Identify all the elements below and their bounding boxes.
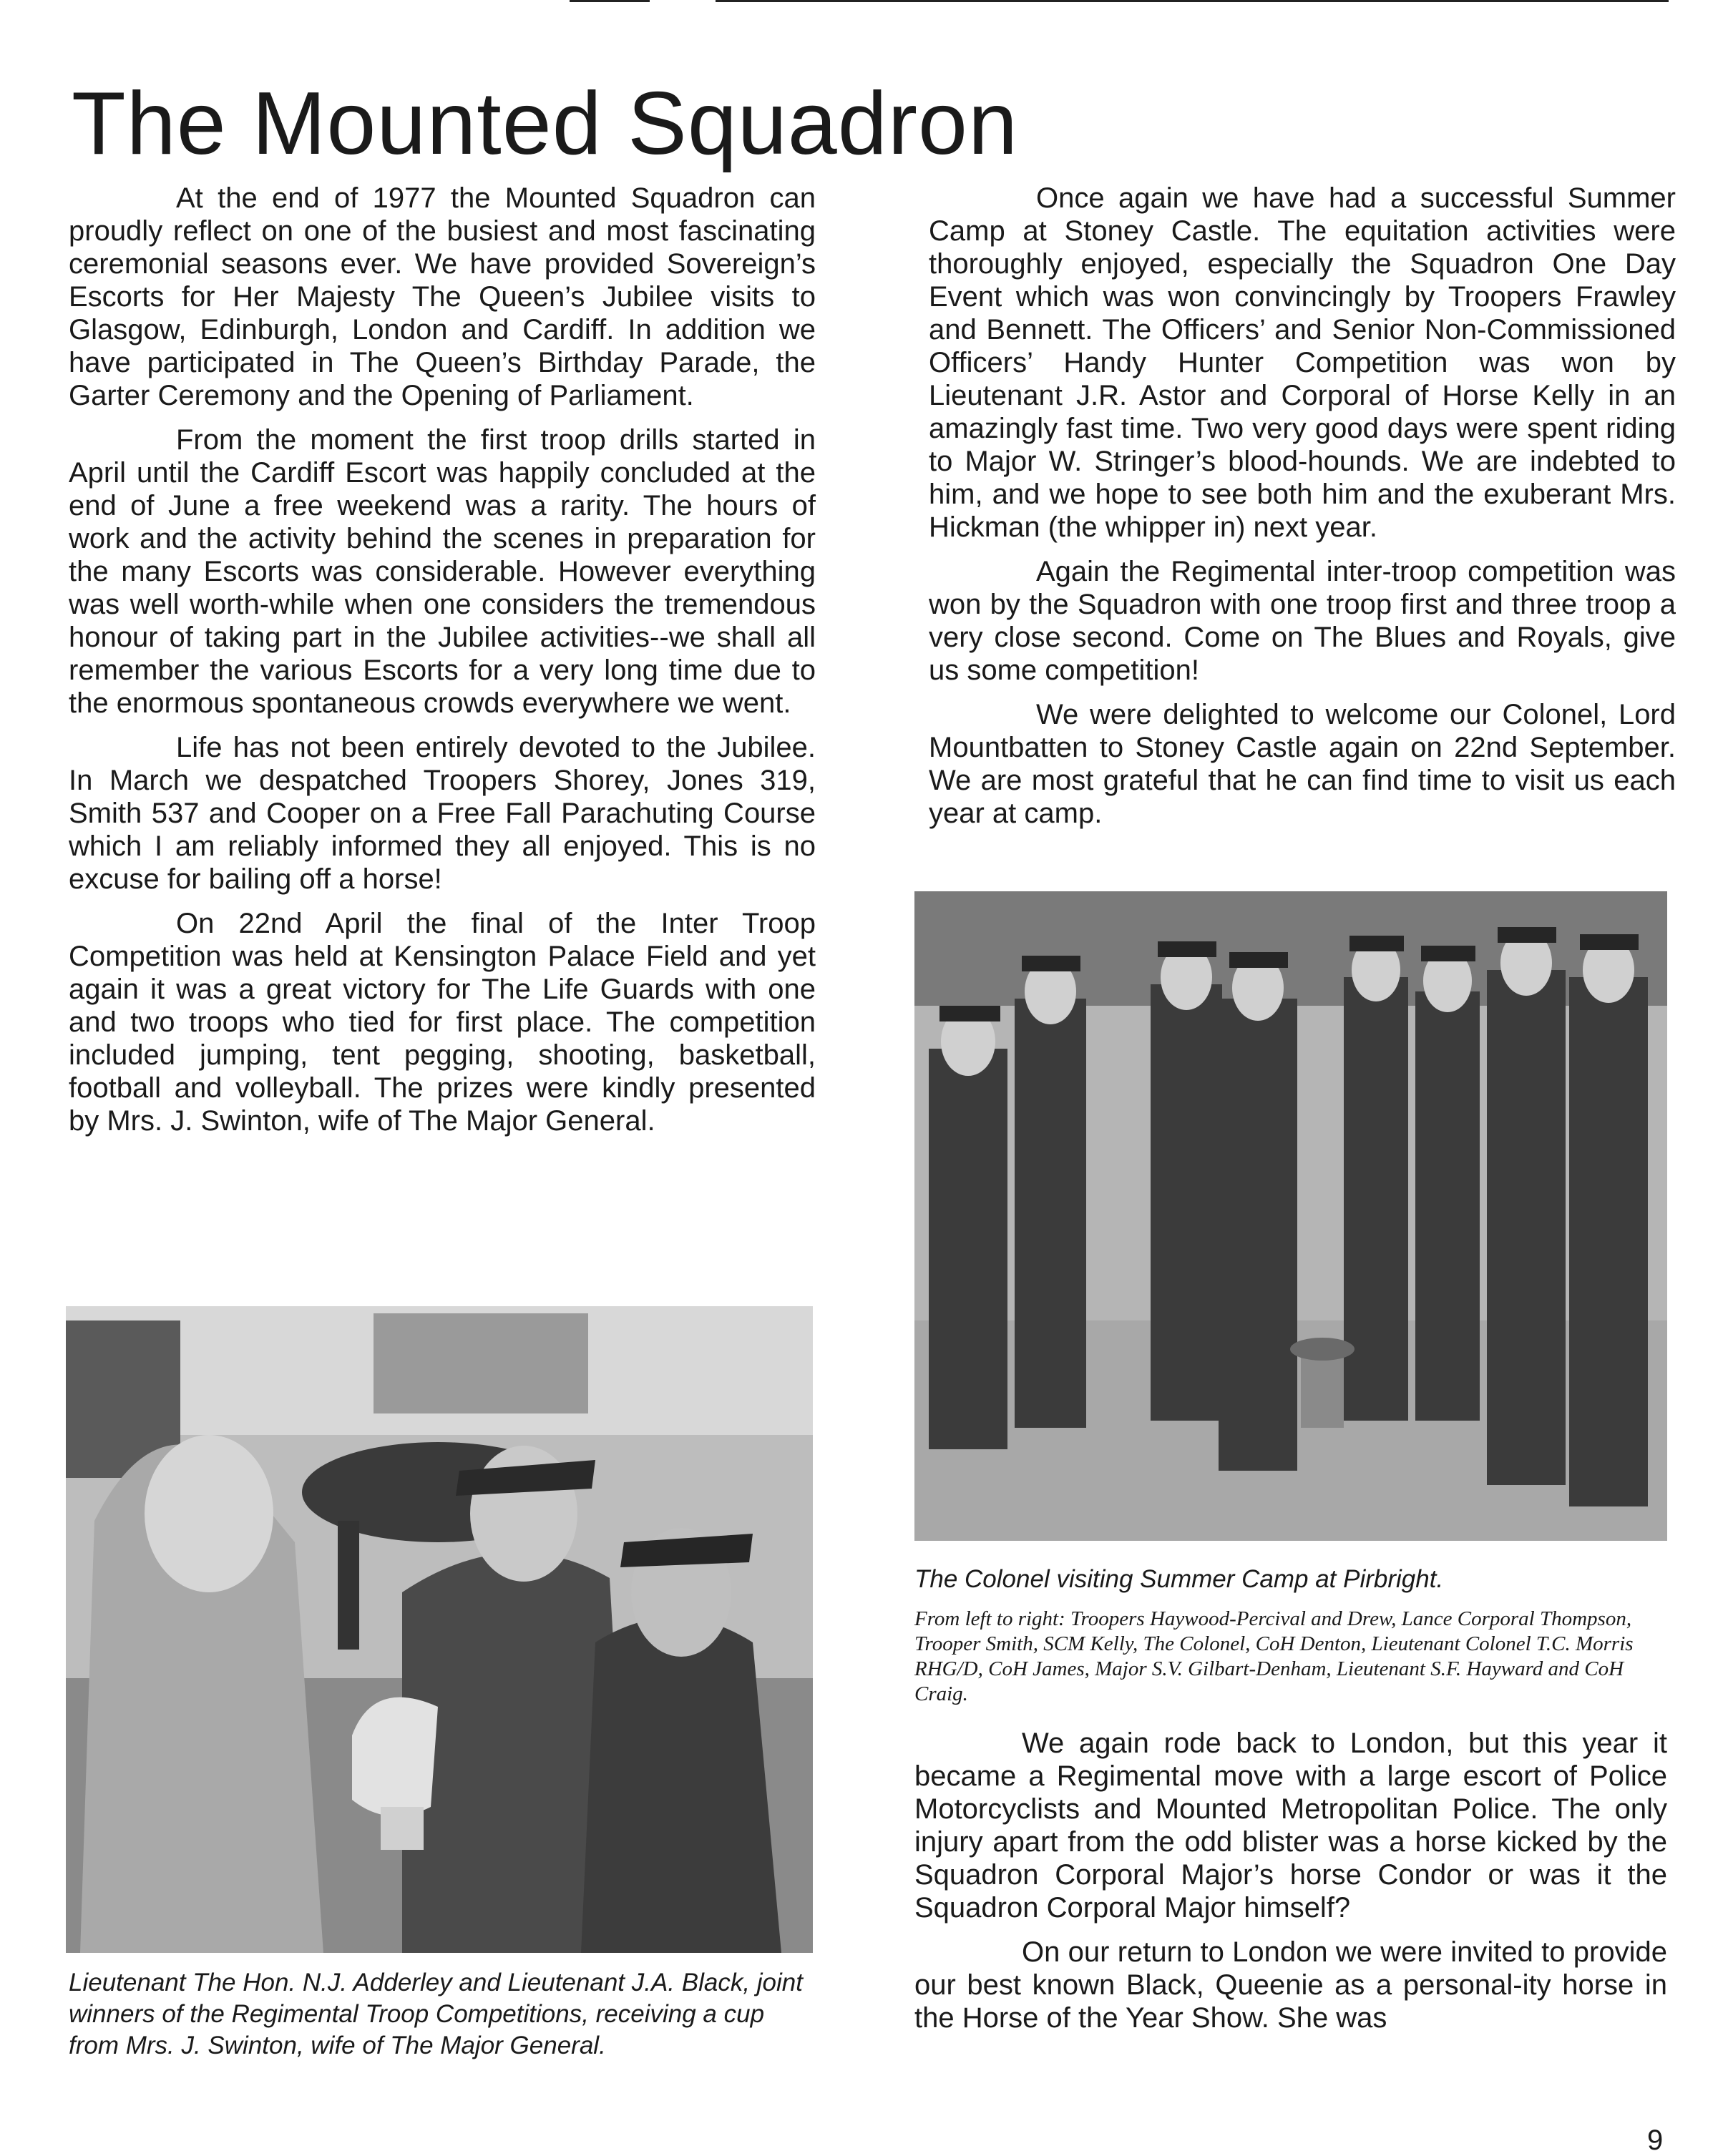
paragraph: Life has not been entirely devoted to the Jubilee. In March we despatched Troopers Shorey, Jones 319, Smith 537 and Cooper on a Free Fall Parachuting Course which I am reliably informed they all enjoyed. This is no excuse for bailing off a horse! [69,732,816,895]
photo-cup-presentation [66,1306,813,1953]
page-number: 9 [1647,2125,1664,2156]
article-column-right [929,182,1676,841]
page-title: The Mounted Squadron [72,74,1018,174]
photo-cup-presentation-illustration [66,1306,813,1953]
paragraph: Once again we have had a successful Summer Camp at Stoney Castle. The equitation activities were thoroughly enjoyed, especially the Squadron One Day Event which was won convincingly by Troopers Frawley and Bennett. The Officers’ and Senior Non-Commissioned Officers’ Handy Hunter Competition was won by Lieutenant J.R. Astor and Corporal of Horse Kelly in an amazingly fast time. Two very good days were spent riding to Major W. Stringer’s blood-hounds. We are indebted to him, and we hope to see both him and the exuberant Mrs. Hickman (the whipper in) next year. [929,182,1676,543]
article-column-bottom-right [914,1727,1667,2046]
paragraph: On 22nd April the final of the Inter Troop Competition was held at Kensington Palace Field and yet again it was a great victory for The Life Guards with one and two troops who tied for first place. The competition included jumping, tent pegging, shooting, basketball, football and volleyball. The prizes were kindly presented by Mrs. J. Swinton, wife of The Major General. [69,908,816,1137]
paragraph: On our return to London we were invited to provide our best known Black, Queenie as a personal-ity horse in the Horse of the Year Show. She was [914,1936,1667,2034]
photo-caption-right-names: From left to right: Troopers Haywood-Percival and Drew, Lance Corporal Thompson, Trooper Smith, SCM Kelly, The Colonel, CoH Denton, Lieutenant Colonel T.C. Morris RHG/D, CoH James, Major S.V. Gilbart-Denham, Lieutenant S.F. Hayward and CoH Craig. [914,1607,1634,1705]
photo-caption-right-title: The Colonel visiting Summer Camp at Pirbright. [914,1565,1444,1593]
paragraph: We were delighted to welcome our Colonel, Lord Mountbatten to Stoney Castle again on 22nd September. We are most grateful that he can find time to visit us each year at camp. [929,699,1676,829]
paragraph: At the end of 1977 the Mounted Squadron can proudly reflect on one of the busiest and most fascinating ceremonial seasons ever. We have provided Sovereign’s Escorts for Her Majesty The Queen’s Jubilee visits to Glasgow, Edinburgh, London and Cardiff. In addition we have participated in The Queen’s Birthday Parade, the Garter Ceremony and the Opening of Parliament. [69,182,816,411]
top-rule-segment [570,0,650,2]
photo-colonel-visit [914,891,1667,1541]
photo-caption-left: Lieutenant The Hon. N.J. Adderley and Lieutenant J.A. Black, joint winners of the Regimental Troop Competitions, receiving a cup from Mrs. J. Swinton, wife of The Major General. [69,1969,803,2059]
paragraph: From the moment the first troop drills started in April until the Cardiff Escort was happily concluded at the end of June a free weekend was a rarity. The hours of work and the activity behind the scenes in preparation for the many Escorts was considerable. However everything was well worth-while when one considers the tremendous honour of taking part in the Jubilee activities--we shall all remember the various Escorts for a very long time due to the enormous spontaneous crowds everywhere we went. [69,424,816,719]
top-rule [716,0,1669,2]
paragraph: Again the Regimental inter-troop competition was won by the Squadron with one troop first and three troop a very close second. Come on The Blues and Royals, give us some competition! [929,556,1676,686]
photo-colonel-visit-illustration [914,891,1667,1541]
article-column-left [69,182,816,1149]
paragraph: We again rode back to London, but this year it became a Regimental move with a large escort of Police Motorcyclists and Mounted Metropolitan Police. The only injury apart from the odd blister was a horse kicked by the Squadron Corporal Major’s horse Condor or was it the Squadron Corporal Major himself? [914,1728,1667,1924]
